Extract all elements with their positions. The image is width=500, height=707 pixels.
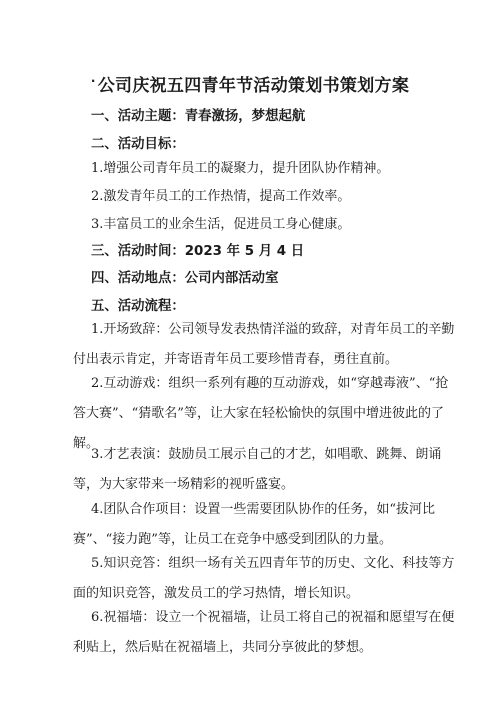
flow-item-line: 1.开场致辞：公司领导发表热情洋溢的致辞，对青年员工的辛勤	[91, 322, 455, 337]
goal-item-1: 1.增强公司青年员工的凝聚力，提升团队协作精神。	[91, 161, 390, 176]
flow-item-line: 5.知识竞答：组织一场有关五四青年节的历史、文化、科技等方	[91, 556, 455, 571]
title-mark: ·	[90, 74, 96, 88]
flow-item-line: 答大赛”、“猜歌名”等，让大家在轻松愉快的氛围中增进彼此的了	[73, 406, 444, 421]
section-time: 三、活动时间：2023 年 5 月 4 日	[91, 244, 305, 259]
goal-item-3: 3.丰富员工的业余生活，促进员工身心健康。	[91, 217, 351, 232]
flow-item-1	[73, 321, 455, 369]
flow-item-4	[73, 501, 438, 549]
flow-item-6	[73, 609, 455, 657]
flow-item-line: 等，为大家带来一场精彩的视听盛宴。	[73, 477, 295, 492]
section-theme: 一、活动主题：青春激扬，梦想起航	[91, 109, 306, 124]
section-location: 四、活动地点：公司内部活动室	[91, 271, 279, 286]
flow-item-line: 3.才艺表演：鼓励员工展示自己的才艺，如唱歌、跳舞、朗诵	[91, 447, 442, 462]
document-title	[0, 70, 500, 97]
flow-item-3	[73, 446, 442, 494]
section-goals-heading: 二、活动目标：	[91, 137, 185, 152]
flow-item-2	[73, 375, 449, 453]
flow-item-line: 4.团队合作项目：设置一些需要团队协作的任务，如“拔河比	[91, 502, 436, 517]
flow-item-line: 付出表示肯定，并寄语青年员工要珍惜青春，勇往直前。	[73, 352, 399, 367]
title-text: 公司庆祝五四青年节活动策划书策划方案	[97, 76, 410, 96]
flow-item-line: 6.祝福墙：设立一个祝福墙，让员工将自己的祝福和愿望写在便	[91, 610, 455, 625]
flow-item-line: 解。	[73, 436, 100, 451]
goal-item-2: 2.激发青年员工的工作热情，提高工作效率。	[91, 189, 351, 204]
flow-item-line: 面的知识竞答，激发员工的学习热情，增长知识。	[73, 586, 360, 601]
flow-item-5	[73, 555, 455, 603]
flow-item-line: 利贴上，然后贴在祝福墙上，共同分享彼此的梦想。	[73, 640, 373, 655]
flow-item-line: 2.互动游戏：组织一系列有趣的互动游戏，如“穿越毒液”、“抢	[91, 376, 449, 391]
flow-item-line: 赛”、“接力跑”等，让员工在竞争中感受到团队的力量。	[73, 532, 392, 547]
section-flow-heading: 五、活动流程：	[91, 299, 185, 314]
